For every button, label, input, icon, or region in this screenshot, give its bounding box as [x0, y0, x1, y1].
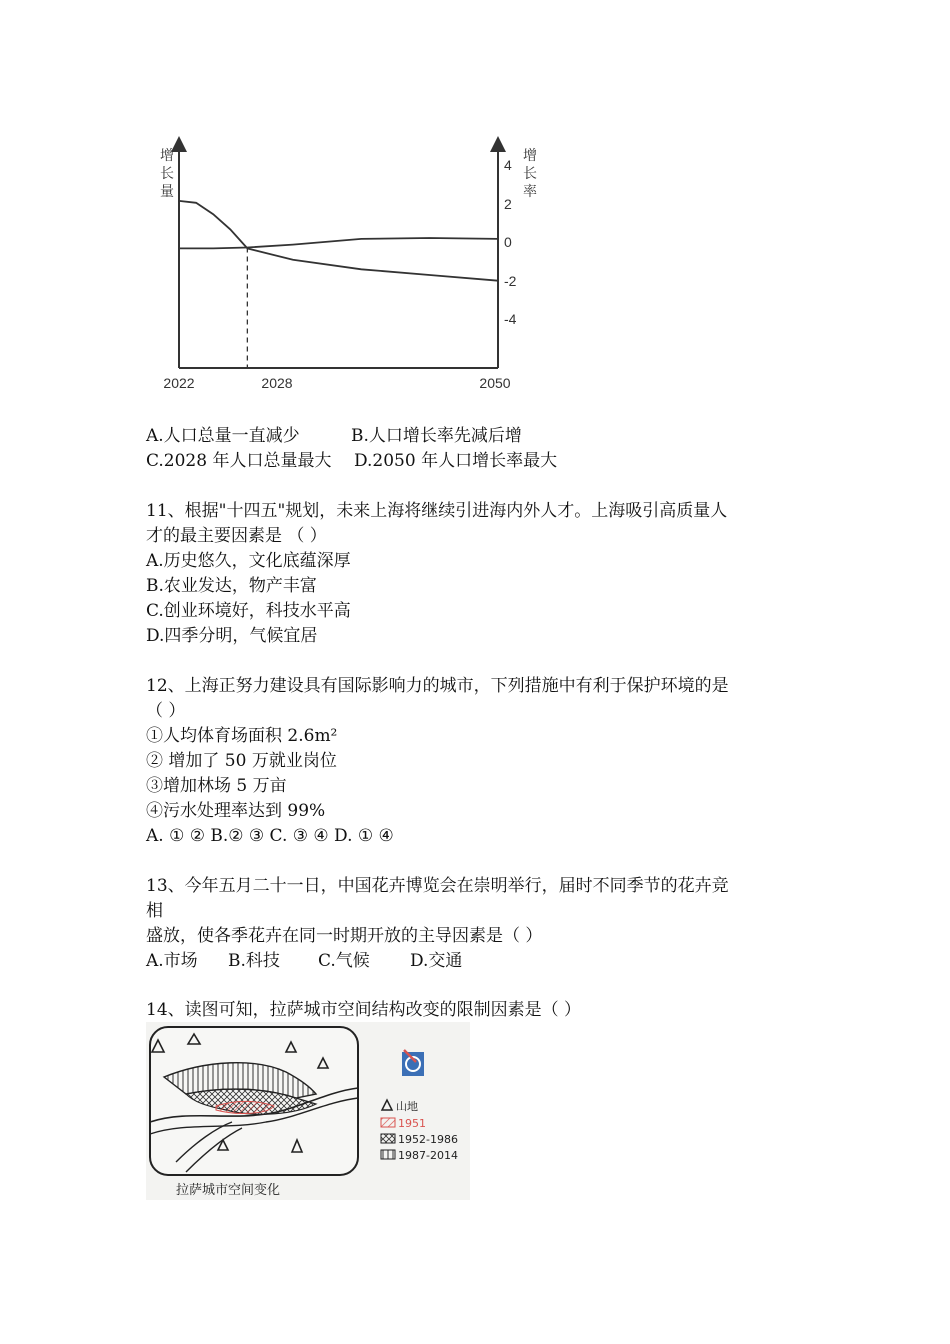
x-tick: 2028 [261, 375, 293, 391]
left-axis-label-char-2: 长 [160, 165, 174, 181]
q14-stem: 14、读图可知，拉萨城市空间结构改变的限制因素是（ ） [146, 1000, 582, 1020]
q10-option-d[interactable]: D.2050 年人口增长率最大 [354, 451, 558, 471]
lhasa-spatial-change-map [146, 1022, 470, 1200]
right-y-tick: 2 [504, 196, 512, 212]
q10-options-row-2 [146, 449, 557, 473]
legend-1951: 1951 [398, 1117, 426, 1130]
q12-item-4: ④污水处理率达到 99% [146, 801, 326, 821]
right-y-tick: -4 [504, 311, 517, 327]
q13-stem-line-3: 盛放，使各季花卉在同一时期开放的主导因素是（ ） [146, 926, 543, 946]
right-axis-label-char-3: 率 [523, 183, 537, 199]
q13-option-c[interactable]: C.气候 [318, 951, 370, 971]
x-tick: 2022 [163, 375, 195, 391]
q10-option-c[interactable]: C.2028 年人口总量最大 [146, 451, 332, 471]
q12-stem-line-1: 12、上海正努力建设具有国际影响力的城市，下列措施中有利于保护环境的是 [146, 676, 729, 696]
q11-option-d[interactable]: D.四季分明，气候宜居 [146, 626, 318, 646]
q12-options[interactable]: A. ① ② B.② ③ C. ③ ④ D. ① ④ [146, 826, 394, 846]
q13-option-b[interactable]: B.科技 [228, 951, 280, 971]
q10-option-a[interactable]: A.人口总量一直减少 [146, 426, 300, 446]
q12-item-2: ② 增加了 50 万就业岗位 [146, 751, 337, 771]
q11-option-a[interactable]: A.历史悠久，文化底蕴深厚 [146, 551, 351, 571]
right-y-tick: 4 [504, 157, 512, 173]
q13-stem-line-2: 相 [146, 901, 163, 921]
q13-option-a[interactable]: A.市场 [146, 951, 198, 971]
compass-icon [402, 1050, 424, 1076]
q10-options-row-1 [146, 424, 522, 448]
q11-stem-line-1: 11、根据"十四五"规划，未来上海将继续引进海内外人才。上海吸引高质量人 [146, 501, 728, 521]
q13-options [146, 949, 462, 973]
q12-item-1: ①人均体育场面积 2.6m² [146, 726, 338, 746]
q13-stem-line-1: 13、今年五月二十一日，中国花卉博览会在崇明举行，届时不同季节的花卉竞 [146, 876, 729, 896]
q11-option-c[interactable]: C.创业环境好，科技水平高 [146, 601, 351, 621]
population-growth-chart [140, 130, 540, 400]
legend-swatch-1952-1986 [381, 1134, 395, 1143]
legend-swatch-1987-2014 [381, 1150, 395, 1159]
q10-option-b[interactable]: B.人口增长率先减后增 [351, 426, 522, 446]
left-axis-label-char-3: 量 [160, 183, 174, 199]
left-axis-label-char-1: 增 [160, 147, 174, 163]
q11-stem-line-2: 才的最主要因素是 （ ） [146, 526, 327, 546]
q11-option-b[interactable]: B.农业发达，物产丰富 [146, 576, 317, 596]
q12-item-3: ③增加林场 5 万亩 [146, 776, 287, 796]
right-y-ticks [504, 157, 517, 327]
q13-option-d[interactable]: D.交通 [410, 951, 463, 971]
right-axis-label-char-2: 长 [523, 165, 537, 181]
left-axis-label [160, 147, 174, 199]
series-line-2 [179, 238, 498, 248]
legend-1987-2014: 1987-2014 [398, 1149, 458, 1162]
right-y-tick: 0 [504, 234, 512, 250]
right-axis-label [523, 147, 537, 199]
right-axis-label-char-1: 增 [523, 147, 537, 163]
right-y-tick: -2 [504, 273, 517, 289]
q12-stem-line-2: （ ） [146, 701, 186, 721]
legend-1952-1986: 1952-1986 [398, 1133, 458, 1146]
legend-swatch-1951 [381, 1118, 395, 1127]
legend-mountain: 山地 [396, 1100, 418, 1113]
x-tick: 2050 [479, 375, 511, 391]
x-ticks [163, 375, 510, 391]
map-caption: 拉萨城市空间变化 [176, 1183, 281, 1198]
